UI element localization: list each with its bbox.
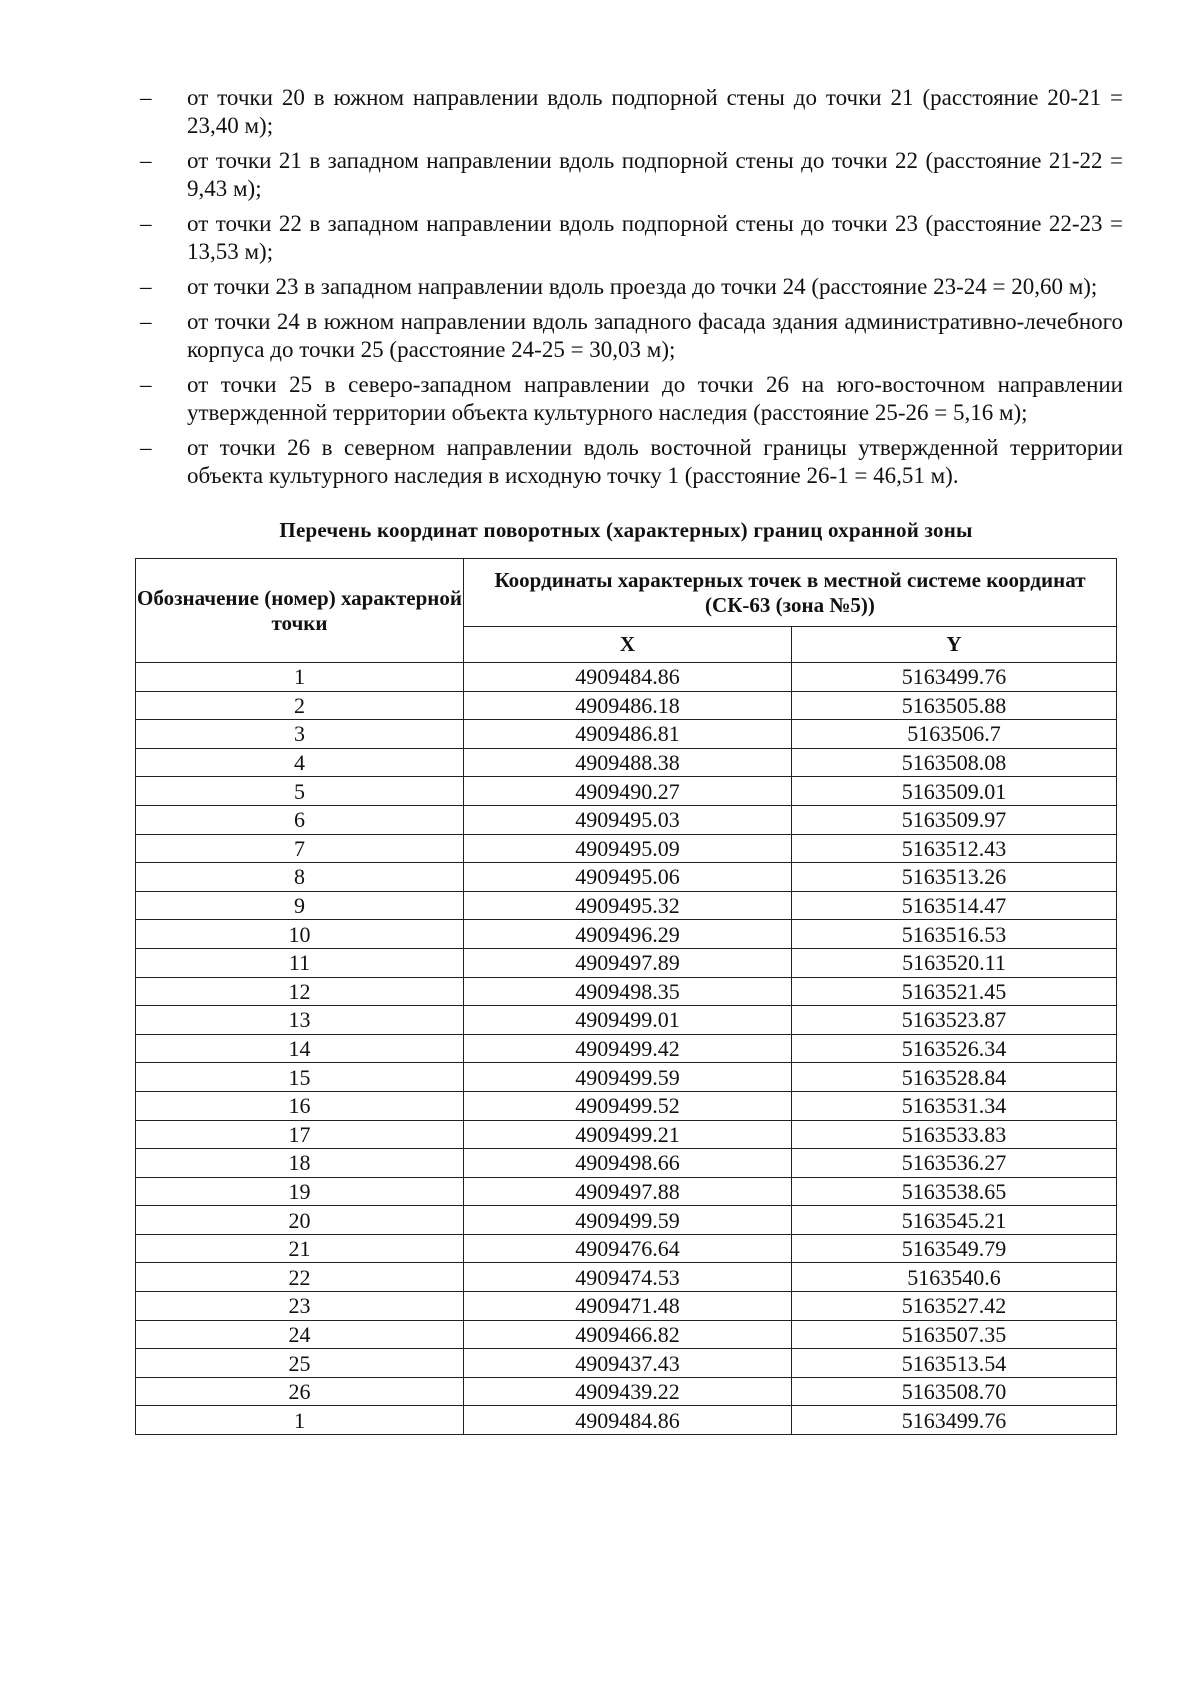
boundary-description-item [140,371,1123,427]
x-coordinate-cell: 4909490.27 [464,777,792,806]
x-coordinate-cell: 4909488.38 [464,748,792,777]
y-coordinate-cell: 5163528.84 [792,1063,1117,1092]
table-row [136,777,1117,806]
y-coordinate-cell: 5163509.97 [792,805,1117,834]
y-coordinate-cell: 5163514.47 [792,891,1117,920]
y-coordinate-cell: 5163508.08 [792,748,1117,777]
y-coordinate-cell: 5163512.43 [792,834,1117,863]
table-row [136,1320,1117,1349]
boundary-description-text: от точки 26 в северном направлении вдоль восточной границы утвержденной территории объекта культурного наследия в исходную точку 1 (расстояние 26-1 = 46,51 м). [187,435,1123,488]
boundary-description-text: от точки 24 в южном направлении вдоль западного фасада здания административно-лечебного корпуса до точки 25 (расстояние 24-25 = 30,03 м); [187,309,1123,362]
x-coordinate-cell: 4909495.09 [464,834,792,863]
y-coordinate-cell: 5163499.76 [792,1406,1117,1435]
point-number-cell: 12 [136,977,464,1006]
bullet-dash: – [140,148,152,173]
table-row [136,1349,1117,1378]
y-coordinate-cell: 5163538.65 [792,1177,1117,1206]
table-row [136,1177,1117,1206]
boundary-description-text: от точки 22 в западном направлении вдоль подпорной стены до точки 23 (расстояние 22-23 = 13,53 м); [187,211,1123,264]
table-row [136,863,1117,892]
table-row [136,948,1117,977]
table-row [136,1263,1117,1292]
y-coordinate-cell: 5163536.27 [792,1149,1117,1178]
bullet-dash: – [140,309,152,334]
x-coordinate-cell: 4909439.22 [464,1377,792,1406]
table-row [136,691,1117,720]
point-number-cell: 10 [136,920,464,949]
bullet-dash: – [140,211,152,236]
x-coordinate-cell: 4909495.03 [464,805,792,834]
point-number-cell: 20 [136,1206,464,1235]
table-row [136,1292,1117,1321]
point-number-cell: 8 [136,863,464,892]
table-row [136,1206,1117,1235]
x-coordinate-cell: 4909495.32 [464,891,792,920]
y-coordinate-cell: 5163507.35 [792,1320,1117,1349]
x-coordinate-cell: 4909486.81 [464,720,792,749]
point-number-cell: 16 [136,1091,464,1120]
y-coordinate-cell: 5163506.7 [792,720,1117,749]
table-row [136,1149,1117,1178]
y-coordinate-cell: 5163533.83 [792,1120,1117,1149]
point-number-cell: 18 [136,1149,464,1178]
y-coordinate-cell: 5163523.87 [792,1006,1117,1035]
coordinates-table-body [136,663,1117,1435]
table-row [136,834,1117,863]
point-number-cell: 4 [136,748,464,777]
coordinates-table [135,558,1117,1435]
y-coordinate-cell: 5163545.21 [792,1206,1117,1235]
x-coordinate-cell: 4909497.88 [464,1177,792,1206]
x-coordinate-cell: 4909499.59 [464,1063,792,1092]
bullet-dash: – [140,85,152,110]
boundary-description-item [140,308,1123,364]
table-row [136,1377,1117,1406]
x-coordinate-cell: 4909499.42 [464,1034,792,1063]
x-coordinate-cell: 4909497.89 [464,948,792,977]
boundary-description-text: от точки 20 в южном направлении вдоль подпорной стены до точки 21 (расстояние 20-21 = 23,40 м); [187,85,1123,138]
point-number-cell: 2 [136,691,464,720]
x-coordinate-cell: 4909484.86 [464,663,792,692]
y-coordinate-cell: 5163540.6 [792,1263,1117,1292]
x-coordinate-cell: 4909498.66 [464,1149,792,1178]
bullet-dash: – [140,274,152,299]
x-coordinate-cell: 4909471.48 [464,1292,792,1321]
table-row [136,1120,1117,1149]
boundary-description-text: от точки 25 в северо-западном направлении до точки 26 на юго-восточном направлении утвержденной территории объекта культурного наследия (расстояние 25-26 = 5,16 м); [187,372,1123,425]
boundary-description-item [140,147,1123,203]
table-title: Перечень координат поворотных (характерных) границ охранной зоны [279,518,973,542]
x-coordinate-cell: 4909499.52 [464,1091,792,1120]
point-number-cell: 1 [136,663,464,692]
table-row [136,748,1117,777]
point-number-cell: 24 [136,1320,464,1349]
table-row [136,977,1117,1006]
y-coordinate-cell: 5163531.34 [792,1091,1117,1120]
point-number-cell: 13 [136,1006,464,1035]
boundary-description-text: от точки 23 в западном направлении вдоль проезда до точки 24 (расстояние 23-24 = 20,60 м); [187,274,1098,299]
y-coordinate-cell: 5163509.01 [792,777,1117,806]
table-row [136,720,1117,749]
table-row [136,1034,1117,1063]
table-row [136,1006,1117,1035]
point-number-cell: 9 [136,891,464,920]
y-coordinate-cell: 5163508.70 [792,1377,1117,1406]
y-coordinate-cell: 5163499.76 [792,663,1117,692]
x-coordinate-cell: 4909499.01 [464,1006,792,1035]
point-number-cell: 23 [136,1292,464,1321]
bullet-dash: – [140,372,152,397]
point-number-cell: 6 [136,805,464,834]
table-row [136,805,1117,834]
header-x: X [464,627,792,663]
point-number-cell: 1 [136,1406,464,1435]
table-row [136,663,1117,692]
x-coordinate-cell: 4909466.82 [464,1320,792,1349]
y-coordinate-cell: 5163516.53 [792,920,1117,949]
x-coordinate-cell: 4909496.29 [464,920,792,949]
y-coordinate-cell: 5163526.34 [792,1034,1117,1063]
point-number-cell: 21 [136,1234,464,1263]
boundary-description-item [140,210,1123,266]
table-row [136,1234,1117,1263]
point-number-cell: 17 [136,1120,464,1149]
table-row [136,1063,1117,1092]
header-point-number: Обозначение (номер) характерной точки [136,559,464,663]
x-coordinate-cell: 4909486.18 [464,691,792,720]
y-coordinate-cell: 5163527.42 [792,1292,1117,1321]
point-number-cell: 11 [136,948,464,977]
y-coordinate-cell: 5163520.11 [792,948,1117,977]
point-number-cell: 25 [136,1349,464,1378]
boundary-description-item [140,434,1123,490]
point-number-cell: 7 [136,834,464,863]
point-number-cell: 3 [136,720,464,749]
bullet-dash: – [140,435,152,460]
boundary-description-list [140,84,1123,497]
point-number-cell: 19 [136,1177,464,1206]
table-row [136,1091,1117,1120]
x-coordinate-cell: 4909498.35 [464,977,792,1006]
point-number-cell: 26 [136,1377,464,1406]
point-number-cell: 15 [136,1063,464,1092]
point-number-cell: 22 [136,1263,464,1292]
boundary-description-text: от точки 21 в западном направлении вдоль подпорной стены до точки 22 (расстояние 21-22 = 9,43 м); [187,148,1123,201]
table-row [136,891,1117,920]
x-coordinate-cell: 4909499.59 [464,1206,792,1235]
boundary-description-item [140,84,1123,140]
boundary-description-item [140,273,1123,301]
x-coordinate-cell: 4909495.06 [464,863,792,892]
x-coordinate-cell: 4909437.43 [464,1349,792,1378]
y-coordinate-cell: 5163513.54 [792,1349,1117,1378]
y-coordinate-cell: 5163549.79 [792,1234,1117,1263]
y-coordinate-cell: 5163505.88 [792,691,1117,720]
table-row [136,920,1117,949]
point-number-cell: 14 [136,1034,464,1063]
x-coordinate-cell: 4909476.64 [464,1234,792,1263]
x-coordinate-cell: 4909484.86 [464,1406,792,1435]
y-coordinate-cell: 5163513.26 [792,863,1117,892]
header-coordinates: Координаты характерных точек в местной системе координат (СК-63 (зона №5)) [464,559,1117,627]
y-coordinate-cell: 5163521.45 [792,977,1117,1006]
table-row [136,1406,1117,1435]
point-number-cell: 5 [136,777,464,806]
x-coordinate-cell: 4909474.53 [464,1263,792,1292]
header-y: Y [792,627,1117,663]
x-coordinate-cell: 4909499.21 [464,1120,792,1149]
